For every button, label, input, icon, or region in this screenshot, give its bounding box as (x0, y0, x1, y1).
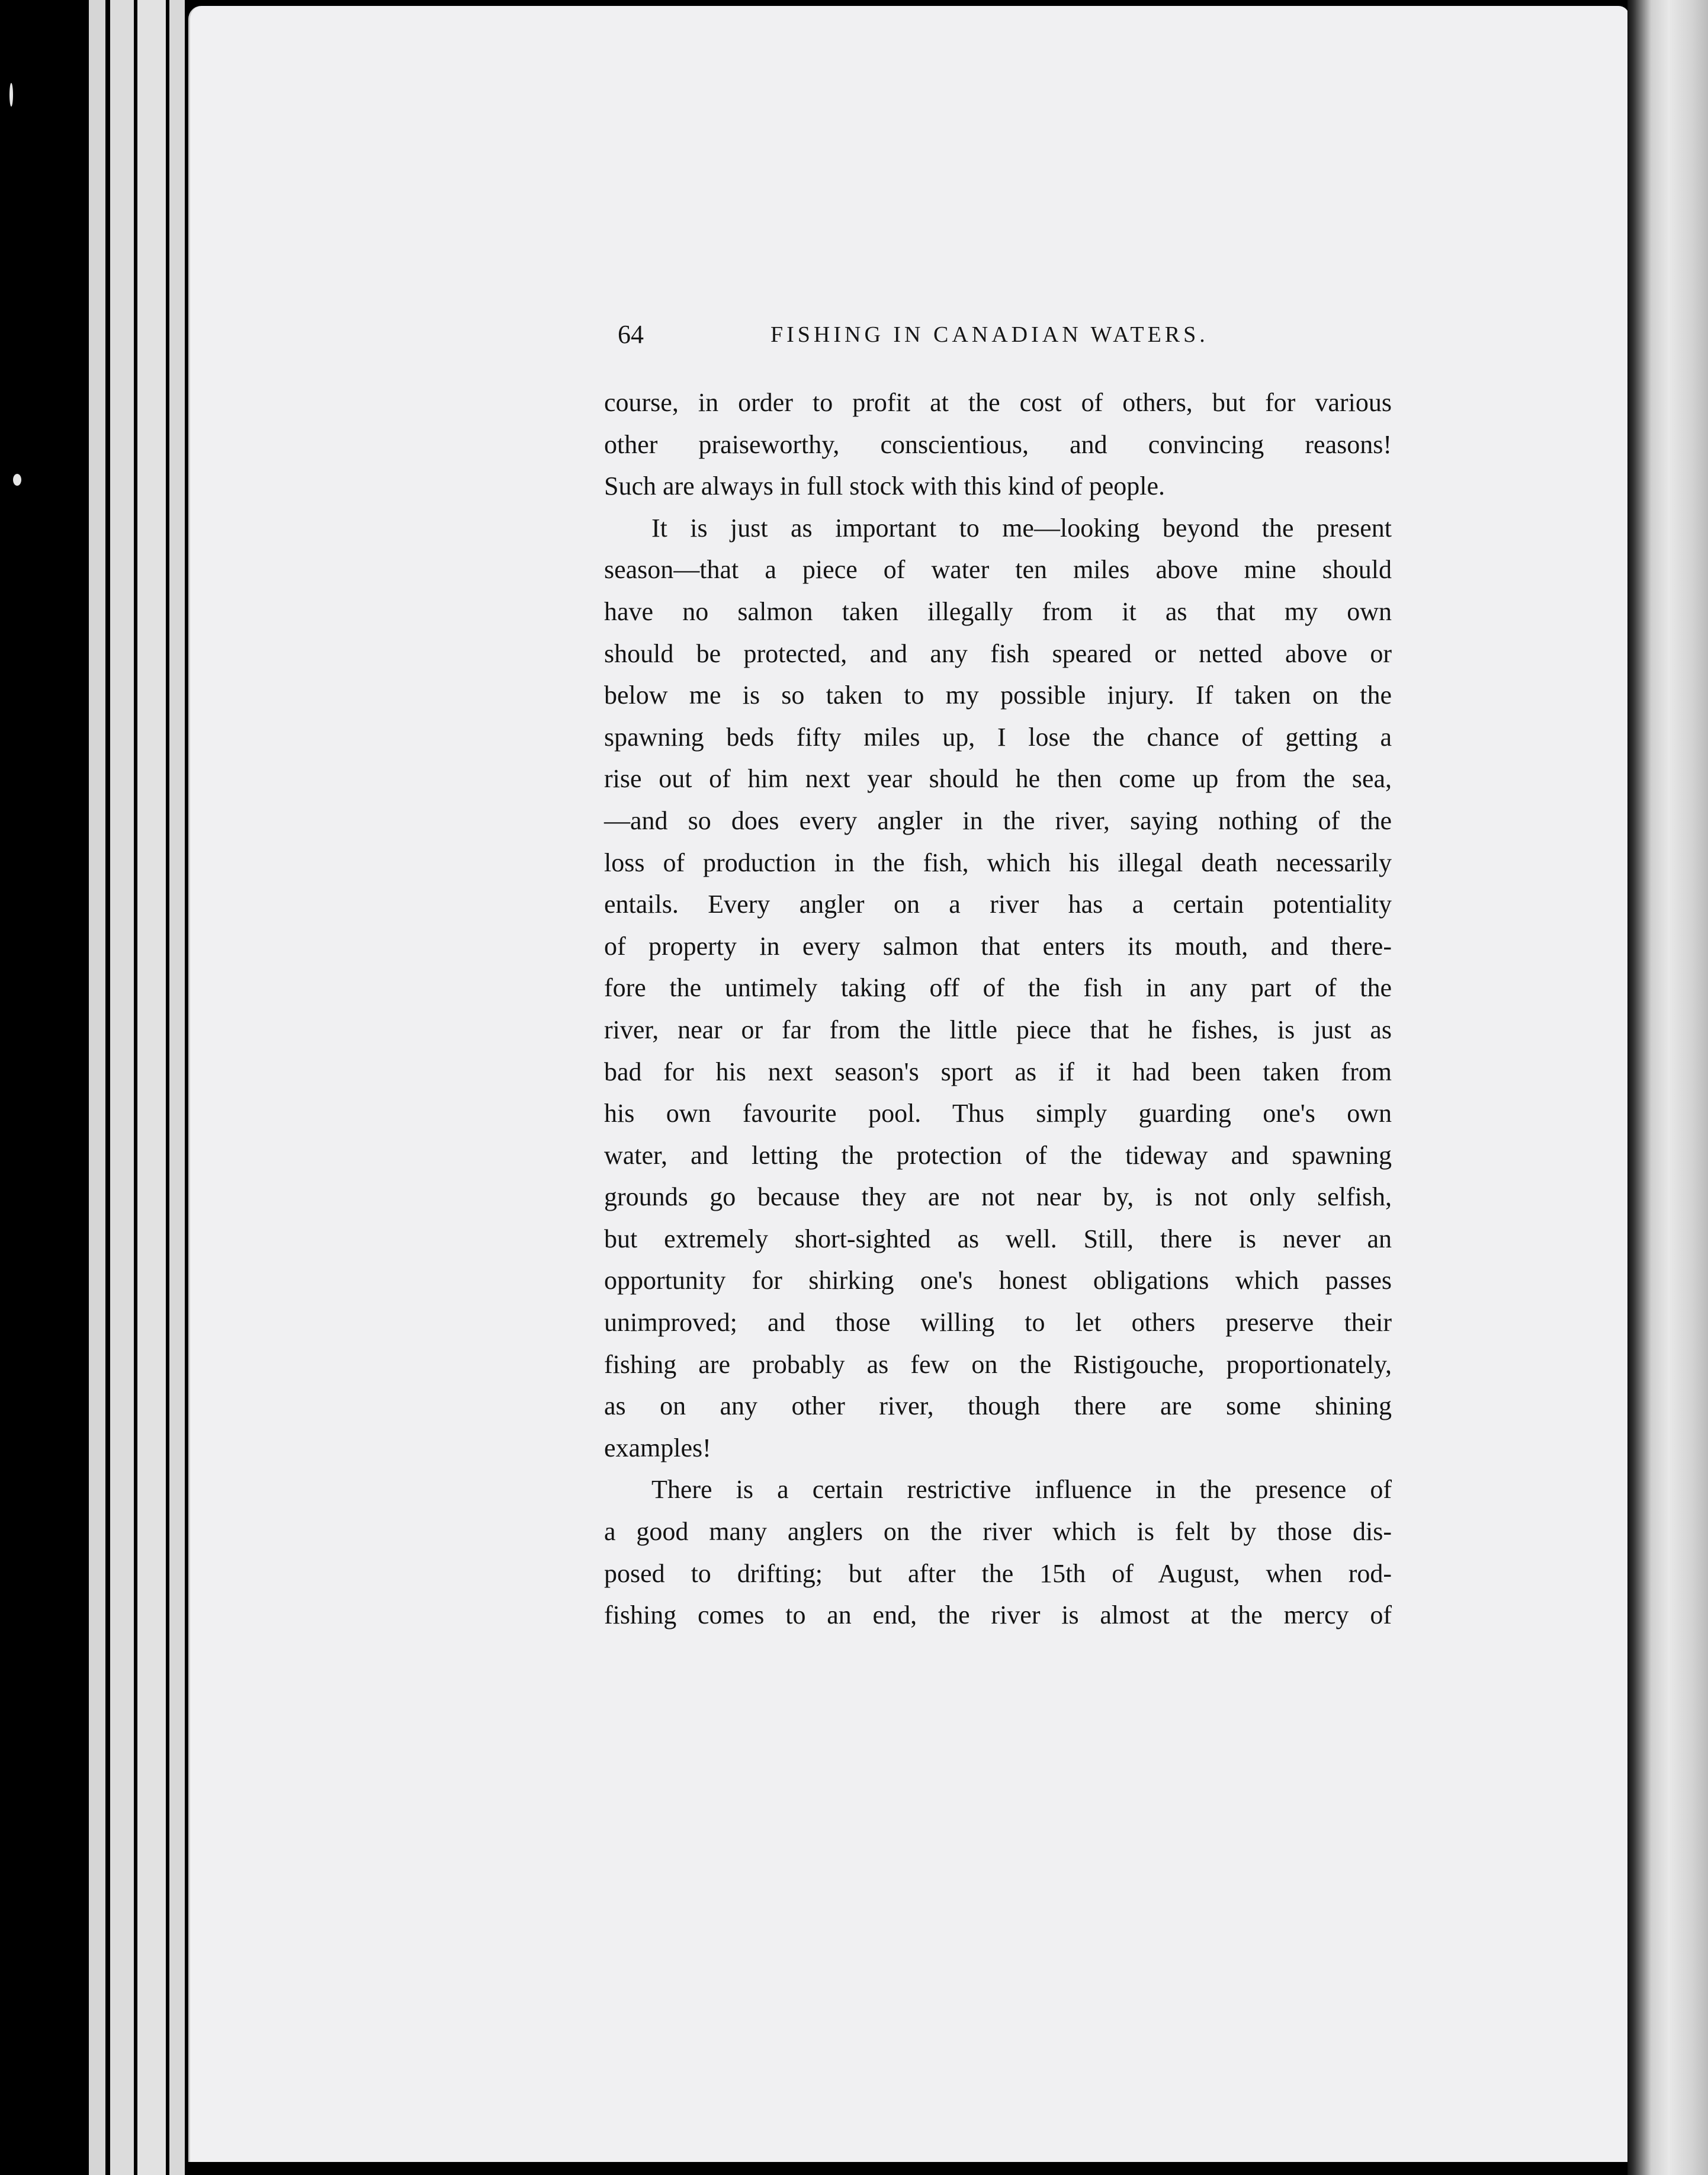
page-header (618, 317, 1251, 352)
text-line: rise out of him next year should he then come up from the sea, (604, 764, 1392, 794)
scan-speck (13, 474, 21, 486)
text-line: There is a certain restrictive influence in the presence of (651, 1475, 1392, 1504)
page-number: 64 (618, 320, 644, 349)
page-edge (89, 0, 105, 2175)
text-line: course, in order to profit at the cost of others, but for various (604, 388, 1392, 417)
text-line: examples! (604, 1433, 711, 1462)
text-line: fishing are probably as few on the Ristigouche, proportionately, (604, 1349, 1392, 1379)
binding-gutter (1627, 0, 1708, 2175)
text-line: entails. Every angler on a river has a certain potentiality (604, 890, 1392, 919)
text-line: spawning beds fifty miles up, I lose the chance of getting a (604, 722, 1392, 752)
text-line: unimproved; and those willing to let others preserve their (604, 1308, 1392, 1337)
text-line: season—that a piece of water ten miles above mine should (604, 555, 1392, 585)
text-line: fore the untimely taking off of the fish in any part of the (604, 973, 1392, 1003)
text-line: a good many anglers on the river which is felt by those dis- (604, 1517, 1392, 1547)
text-line: of property in every salmon that enters its mouth, and there- (604, 931, 1392, 961)
text-line: —and so does every angler in the river, saying nothing of the (604, 806, 1392, 835)
scan-speck (9, 83, 13, 107)
text-line: loss of production in the fish, which his illegal death necessarily (604, 848, 1392, 877)
text-line: fishing comes to an end, the river is almost at the mercy of (604, 1600, 1392, 1630)
text-line: It is just as important to me—looking beyond the present (651, 513, 1392, 543)
text-line: have no salmon taken illegally from it as that my own (604, 596, 1392, 626)
text-line: should be protected, and any fish speared or netted above or (604, 639, 1392, 668)
text-line: his own favourite pool. Thus simply guarding one's own (604, 1099, 1392, 1128)
running-title: FISHING IN CANADIAN WATERS. (770, 322, 1209, 347)
page-edge (137, 0, 166, 2175)
body-text (604, 382, 1392, 1637)
page-edge (110, 0, 134, 2175)
text-line: as on any other river, though there are some shining (604, 1391, 1392, 1421)
text-line: river, near or far from the little piece that he fishes, is just as (604, 1015, 1392, 1044)
text-line: below me is so taken to my possible injury. If taken on the (604, 681, 1392, 710)
text-line: but extremely short-sighted as well. Still, there is never an (604, 1224, 1392, 1253)
text-line: opportunity for shirking one's honest obligations which passes (604, 1266, 1392, 1295)
page-edge (169, 0, 185, 2175)
text-line: bad for his next season's sport as if it had been taken from (604, 1057, 1392, 1086)
text-line: grounds go because they are not near by, is not only selfish, (604, 1182, 1392, 1212)
text-line: posed to drifting; but after the 15th of August, when rod- (604, 1558, 1392, 1588)
text-line: water, and letting the protection of the tideway and spawning (604, 1140, 1392, 1170)
text-line: other praiseworthy, conscientious, and convincing reasons! (604, 429, 1392, 459)
text-line: Such are always in full stock with this kind of people. (604, 471, 1166, 501)
